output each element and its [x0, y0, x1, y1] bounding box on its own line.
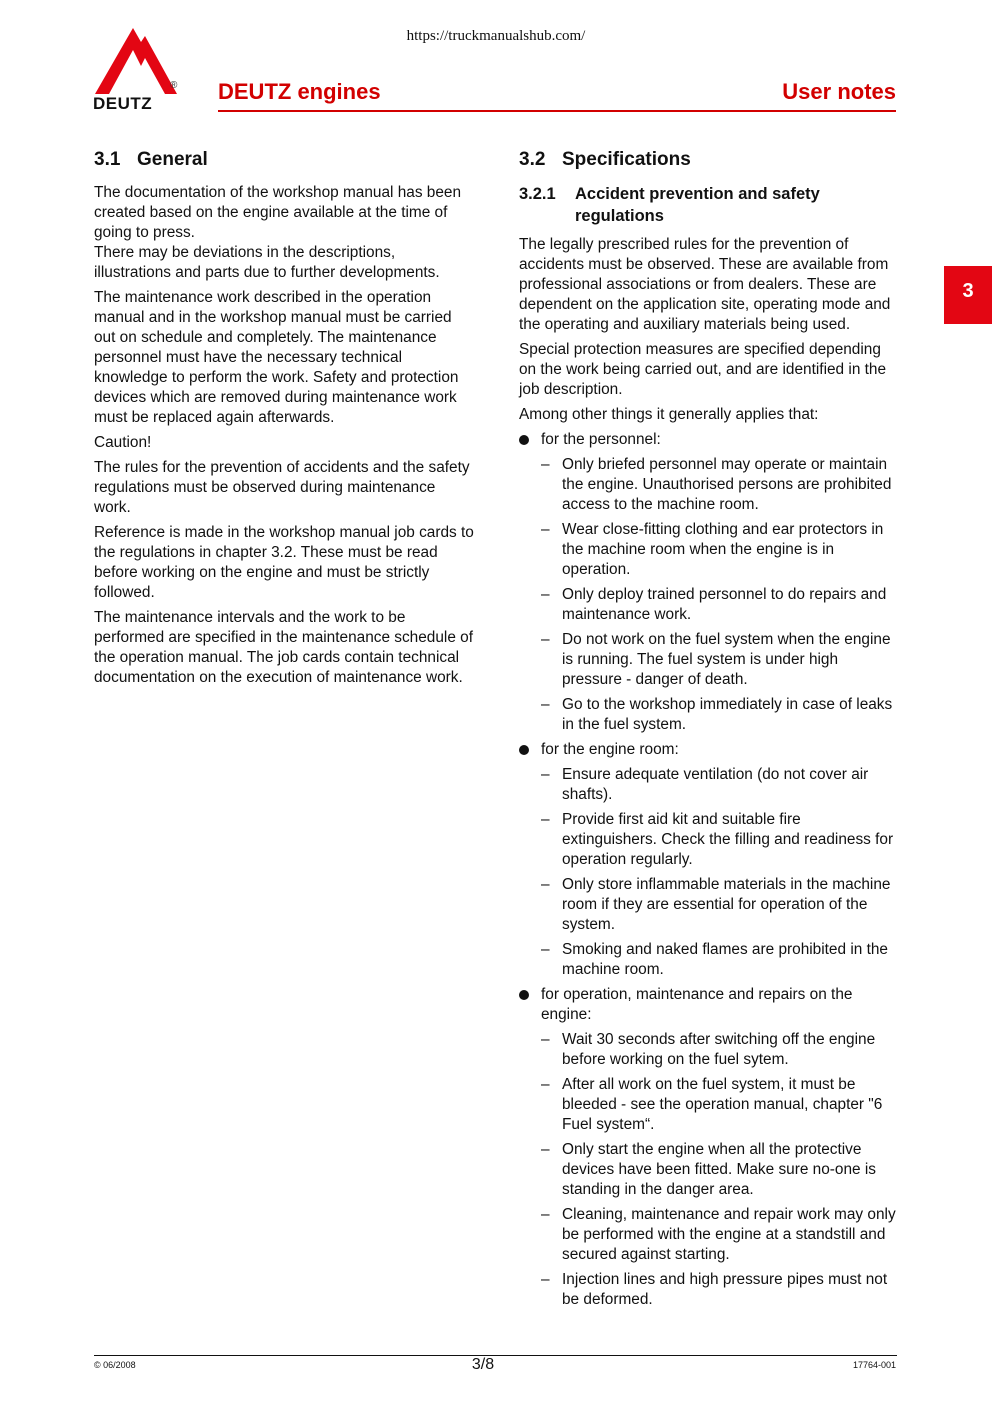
list-item-text: Cleaning, maintenance and repair work may only be performed with the engine at a standstill and secured against starting.: [562, 1206, 896, 1263]
group-label: for the engine room:: [541, 741, 679, 758]
subheading-text: Accident prevention and safety regulations: [575, 185, 820, 225]
dash-icon: –: [541, 876, 550, 893]
heading-number: 3.2: [519, 149, 546, 170]
list-item: [541, 940, 899, 980]
list-item: [541, 1205, 899, 1265]
document-number: 17764-001: [852, 1360, 896, 1370]
dash-icon: –: [541, 696, 550, 713]
rule-items: [541, 765, 899, 980]
deutz-logo-mark-icon: [93, 26, 179, 96]
section-title: User notes: [782, 79, 896, 104]
dash-icon: –: [541, 1031, 550, 1048]
paragraph: The maintenance work described in the operation manual and in the workshop manual must be carried out on schedule and completely. The maintenance personnel must have the necessary technical knowledge to perform the work. Safety and protection devices which are removed during maintenance work must be replaced again afterwards.: [94, 289, 459, 426]
left-column: [94, 148, 476, 693]
list-item: [541, 1270, 899, 1310]
list-item-text: Do not work on the fuel system when the engine is running. The fuel system is under high pressure - danger of death.: [562, 631, 891, 688]
registered-mark: ®: [170, 80, 178, 91]
list-item-text: Go to the workshop immediately in case of leaks in the fuel system.: [562, 696, 893, 733]
heading-number: 3.1: [94, 149, 121, 170]
header-rule: [218, 110, 896, 112]
dash-icon: –: [541, 586, 550, 603]
list-item: [541, 520, 899, 580]
bullet-icon: [519, 990, 529, 1000]
list-item: [541, 455, 899, 515]
dash-icon: –: [541, 766, 550, 783]
list-item-text: After all work on the fuel system, it must be bleeded - see the operation manual, chapter "6 Fuel system“.: [562, 1076, 883, 1133]
deutz-logo: [93, 26, 183, 112]
rules-list: [519, 430, 899, 1310]
list-item: [541, 695, 899, 735]
caution-label: Caution!: [94, 434, 152, 451]
rule-group-operation: [519, 985, 899, 1310]
paragraph: The documentation of the workshop manual has been created based on the engine available at the time of going to press.: [94, 184, 462, 241]
dash-icon: –: [541, 631, 550, 648]
rule-group-personnel: [519, 430, 899, 735]
source-url[interactable]: https://truckmanualshub.com/: [406, 28, 586, 44]
paragraph: Reference is made in the workshop manual job cards to the regulations in chapter 3.2. These must be read before working on the engine and must be strictly followed.: [94, 524, 474, 601]
list-item: [541, 1075, 899, 1135]
list-item-text: Ensure adequate ventilation (do not cover air shafts).: [562, 766, 869, 803]
dash-icon: –: [541, 1271, 550, 1288]
group-label: for the personnel:: [541, 431, 661, 448]
list-item-text: Only start the engine when all the protective devices have been fitted. Make sure no-one is standing in the danger area.: [562, 1141, 876, 1198]
dash-icon: –: [541, 1206, 550, 1223]
list-item-text: Smoking and naked flames are prohibited in the machine room.: [562, 941, 888, 978]
right-column: [519, 148, 899, 1315]
list-item: [541, 585, 899, 625]
paragraph: Special protection measures are specified depending on the work being carried out, and are identified in the job description.: [519, 341, 887, 398]
heading-text: Specifications: [562, 149, 691, 170]
section-heading-specifications: [519, 148, 899, 172]
list-item-text: Only deploy trained personnel to do repairs and maintenance work.: [562, 586, 887, 623]
list-item: [541, 765, 899, 805]
logo-wordmark: DEUTZ: [93, 94, 153, 113]
dash-icon: –: [541, 811, 550, 828]
list-item-text: Wear close-fitting clothing and ear protectors in the machine room when the engine is in operation.: [562, 521, 884, 578]
dash-icon: –: [541, 1141, 550, 1158]
list-item: [541, 630, 899, 690]
footer-copyright: © 06/2008: [94, 1360, 136, 1370]
group-label: for operation, maintenance and repairs on the engine:: [541, 986, 853, 1023]
rule-group-engine-room: [519, 740, 899, 980]
subsection-heading: [519, 183, 899, 227]
dash-icon: –: [541, 941, 550, 958]
list-item-text: Only store inflammable materials in the machine room if they are essential for operation of the system.: [562, 876, 891, 933]
dash-icon: –: [541, 456, 550, 473]
rule-items: [541, 1030, 899, 1310]
rule-items: [541, 455, 899, 735]
paragraph: There may be deviations in the descriptions, illustrations and parts due to further developments.: [94, 244, 440, 281]
bullet-icon: [519, 435, 529, 445]
heading-text: General: [137, 149, 208, 170]
dash-icon: –: [541, 1076, 550, 1093]
chapter-tab: 3: [944, 266, 992, 324]
list-item: [541, 1140, 899, 1200]
list-item-text: Only briefed personnel may operate or maintain the engine. Unauthorised persons are prohibited access to the machine room.: [562, 456, 892, 513]
list-item-text: Provide first aid kit and suitable fire extinguishers. Check the filling and readiness for operation regularly.: [562, 811, 894, 868]
brand-title: DEUTZ engines: [218, 79, 381, 104]
list-item: [541, 1030, 899, 1070]
list-item-text: Wait 30 seconds after switching off the engine before working on the fuel sytem.: [562, 1031, 876, 1068]
paragraph: The legally prescribed rules for the prevention of accidents must be observed. These are available from professional associations or from dealers. These are dependent on the application site, operating mode and the operating and auxiliary materials being used.: [519, 236, 891, 333]
section-heading-general: [94, 148, 476, 172]
subheading-number: 3.2.1: [519, 185, 556, 203]
list-item-text: Injection lines and high pressure pipes must not be deformed.: [562, 1271, 888, 1308]
list-item: [541, 810, 899, 870]
paragraph: The rules for the prevention of accidents and the safety regulations must be observed during maintenance work.: [94, 459, 470, 516]
paragraph: Among other things it generally applies that:: [519, 406, 819, 423]
page-number: 3/8: [471, 1356, 495, 1373]
paragraph: The maintenance intervals and the work to be performed are specified in the maintenance schedule of the operation manual. The job cards contain technical documentation on the execution of maintenance work.: [94, 609, 474, 686]
bullet-icon: [519, 745, 529, 755]
dash-icon: –: [541, 521, 550, 538]
list-item: [541, 875, 899, 935]
